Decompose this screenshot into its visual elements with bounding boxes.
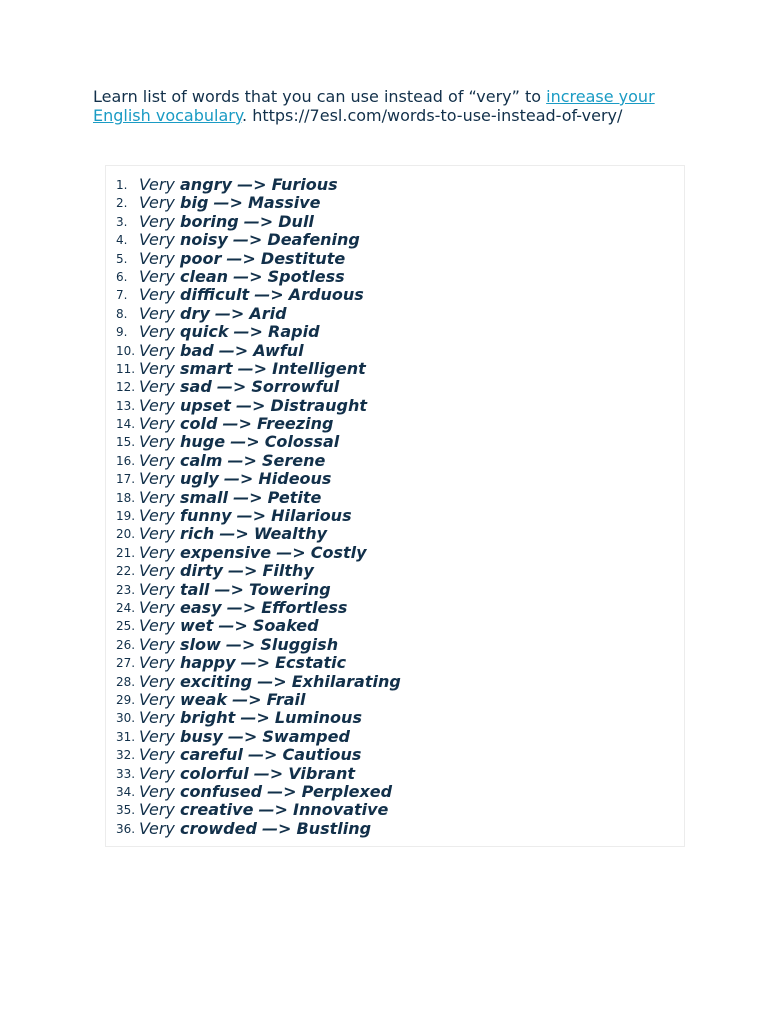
item-arrow: —> <box>219 524 249 544</box>
item-number: 36. <box>116 821 136 836</box>
item-number: 23. <box>116 582 136 597</box>
item-very: Very <box>139 303 175 323</box>
item-arrow: —> <box>226 597 257 617</box>
item-word: dirty <box>180 561 223 581</box>
item-very: Very <box>139 285 175 305</box>
item-word: bright <box>180 708 236 728</box>
item-synonym: Soaked <box>252 616 319 636</box>
item-very: Very <box>139 450 175 470</box>
item-synonym: Cautious <box>282 745 362 765</box>
item-word: bad <box>180 340 214 360</box>
item-arrow: —> <box>227 726 258 746</box>
item-very: Very <box>139 653 175 673</box>
item-arrow: —> <box>213 193 243 213</box>
item-text <box>139 599 347 617</box>
item-synonym: Colossal <box>264 432 340 452</box>
item-word: difficult <box>180 285 250 305</box>
item-word: small <box>180 487 228 507</box>
item-word: noisy <box>180 230 228 250</box>
item-very: Very <box>139 266 175 286</box>
item-synonym: Massive <box>247 193 321 213</box>
item-synonym: Arduous <box>288 285 364 305</box>
item-number: 13. <box>116 398 136 413</box>
item-synonym: Bustling <box>296 818 372 838</box>
item-arrow: —> <box>232 689 262 709</box>
item-word: huge <box>180 432 226 452</box>
item-number: 32. <box>116 748 136 763</box>
item-text <box>139 397 367 415</box>
item-arrow: —> <box>222 414 252 434</box>
item-word: easy <box>180 597 222 617</box>
item-word: wet <box>180 616 214 636</box>
item-synonym: Arid <box>249 303 287 323</box>
item-number: 14. <box>116 417 136 432</box>
item-word: boring <box>180 211 239 231</box>
item-arrow: —> <box>276 542 306 562</box>
item-word: crowded <box>180 818 257 838</box>
item-text <box>139 305 287 323</box>
item-text <box>139 636 338 654</box>
item-word: quick <box>180 322 229 342</box>
item-text <box>139 470 331 488</box>
item-text <box>139 562 314 580</box>
item-number: 1. <box>116 178 128 192</box>
item-very: Very <box>139 579 175 599</box>
item-text <box>139 654 346 672</box>
item-text <box>139 342 304 360</box>
item-synonym: Freezing <box>257 414 334 434</box>
item-synonym: Sluggish <box>260 634 339 654</box>
item-arrow: —> <box>214 579 244 599</box>
item-number: 30. <box>116 711 136 726</box>
item-synonym: Rapid <box>268 322 320 342</box>
item-synonym: Hilarious <box>271 506 352 526</box>
item-very: Very <box>139 469 175 489</box>
item-text <box>139 525 327 543</box>
item-word: cold <box>180 414 218 434</box>
item-arrow: —> <box>216 377 247 397</box>
item-very: Very <box>139 800 175 820</box>
item-number: 27. <box>116 656 136 671</box>
item-number: 31. <box>116 729 136 744</box>
item-text <box>139 673 401 691</box>
item-text <box>139 728 350 746</box>
item-text <box>139 544 367 562</box>
item-word: confused <box>180 781 263 801</box>
item-text <box>139 783 392 801</box>
item-number: 12. <box>116 380 136 395</box>
item-very: Very <box>139 175 175 194</box>
item-arrow: —> <box>218 616 248 636</box>
item-arrow: —> <box>223 469 254 489</box>
item-very: Very <box>139 322 175 342</box>
item-number: 9. <box>116 325 128 340</box>
item-number: 5. <box>116 251 128 266</box>
item-arrow: —> <box>230 432 260 452</box>
item-synonym: Dull <box>278 211 314 231</box>
item-text <box>139 194 321 212</box>
item-text <box>139 378 339 396</box>
item-word: ugly <box>180 469 219 489</box>
item-synonym: Costly <box>310 542 367 562</box>
item-arrow: —> <box>235 395 266 415</box>
item-synonym: Vibrant <box>288 763 356 783</box>
item-very: Very <box>139 616 175 636</box>
item-number: 26. <box>116 637 136 652</box>
item-synonym: Filthy <box>262 561 314 581</box>
item-very: Very <box>139 634 175 654</box>
word-list-box <box>105 165 685 847</box>
item-text <box>139 213 314 231</box>
item-synonym: Furious <box>271 175 338 194</box>
item-very: Very <box>139 542 175 562</box>
item-number: 2. <box>116 196 128 211</box>
item-synonym: Petite <box>267 487 322 507</box>
item-very: Very <box>139 358 175 378</box>
item-arrow: —> <box>226 248 256 268</box>
intro-paragraph <box>93 87 678 125</box>
item-very: Very <box>139 230 175 250</box>
item-text <box>139 691 306 709</box>
item-synonym: Hideous <box>258 469 332 489</box>
item-word: careful <box>180 745 243 765</box>
item-word: poor <box>180 248 222 268</box>
item-text <box>139 323 320 341</box>
item-synonym: Innovative <box>293 800 389 820</box>
item-synonym: Ecstatic <box>275 653 347 673</box>
item-very: Very <box>139 597 175 617</box>
vocabulary-link[interactable]: increase your English vocabulary <box>93 87 655 125</box>
item-synonym: Deafening <box>267 230 360 250</box>
item-very: Very <box>139 708 175 728</box>
item-arrow: —> <box>237 175 267 194</box>
item-text <box>139 286 364 304</box>
item-word: creative <box>180 800 254 820</box>
item-text <box>139 360 366 378</box>
item-text <box>139 176 338 194</box>
item-arrow: —> <box>225 634 256 654</box>
item-synonym: Luminous <box>274 708 362 728</box>
item-very: Very <box>139 506 175 526</box>
item-number: 8. <box>116 306 128 321</box>
item-very: Very <box>139 524 175 544</box>
item-word: smart <box>180 358 233 378</box>
item-number: 6. <box>116 269 128 284</box>
item-text <box>139 433 339 451</box>
item-word: angry <box>180 175 232 194</box>
item-text <box>139 709 362 727</box>
item-synonym: Distraught <box>270 395 367 415</box>
item-arrow: —> <box>233 322 263 342</box>
item-number: 24. <box>116 600 136 615</box>
item-number: 34. <box>116 784 136 799</box>
item-very: Very <box>139 248 175 268</box>
item-arrow: —> <box>254 285 284 305</box>
item-number: 22. <box>116 564 136 579</box>
item-very: Very <box>139 432 175 452</box>
item-synonym: Intelligent <box>272 358 366 378</box>
item-word: exciting <box>180 671 253 691</box>
item-text <box>139 231 360 249</box>
item-word: tall <box>180 579 210 599</box>
item-very: Very <box>139 211 175 231</box>
item-arrow: —> <box>253 763 284 783</box>
item-number: 15. <box>116 435 136 450</box>
item-text <box>139 415 333 433</box>
item-very: Very <box>139 745 175 765</box>
item-synonym: Spotless <box>267 266 345 286</box>
item-arrow: —> <box>240 708 270 728</box>
item-text <box>139 250 345 268</box>
item-number: 4. <box>116 233 128 248</box>
item-arrow: —> <box>214 303 245 323</box>
item-number: 19. <box>116 509 136 524</box>
item-arrow: —> <box>233 487 263 507</box>
item-word: colorful <box>180 763 249 783</box>
item-number: 35. <box>116 803 136 818</box>
item-synonym: Frail <box>266 689 306 709</box>
item-arrow: —> <box>233 266 263 286</box>
item-arrow: —> <box>236 506 267 526</box>
item-arrow: —> <box>247 745 278 765</box>
item-number: 25. <box>116 619 136 634</box>
item-number: 11. <box>116 361 136 376</box>
item-very: Very <box>139 414 175 434</box>
item-arrow: —> <box>267 781 297 801</box>
item-text <box>139 581 331 599</box>
item-text <box>139 617 319 635</box>
item-word: clean <box>180 266 229 286</box>
item-very: Very <box>139 340 175 360</box>
item-very: Very <box>139 689 175 709</box>
item-arrow: —> <box>232 230 263 250</box>
item-text <box>139 507 352 525</box>
item-very: Very <box>139 561 175 581</box>
item-synonym: Destitute <box>260 248 346 268</box>
item-number: 16. <box>116 453 136 468</box>
item-word: rich <box>180 524 215 544</box>
item-arrow: —> <box>257 671 287 691</box>
item-text <box>139 489 321 507</box>
item-word: sad <box>180 377 212 397</box>
item-number: 3. <box>116 214 128 229</box>
item-arrow: —> <box>243 211 274 231</box>
item-word: happy <box>180 653 236 673</box>
item-synonym: Serene <box>262 450 326 470</box>
item-very: Very <box>139 763 175 783</box>
item-arrow: —> <box>228 561 258 581</box>
item-synonym: Swamped <box>262 726 350 746</box>
item-text <box>139 268 345 286</box>
item-number: 20. <box>116 527 136 542</box>
item-text <box>139 801 388 819</box>
item-synonym: Effortless <box>261 597 348 617</box>
item-synonym: Sorrowful <box>251 377 340 397</box>
item-text <box>139 765 355 783</box>
item-number: 7. <box>116 288 128 303</box>
item-word: slow <box>180 634 221 654</box>
item-word: expensive <box>180 542 272 562</box>
item-number: 28. <box>116 674 136 689</box>
item-very: Very <box>139 671 175 691</box>
item-synonym: Towering <box>249 579 331 599</box>
item-number: 18. <box>116 490 136 505</box>
item-word: calm <box>180 450 223 470</box>
item-very: Very <box>139 726 175 746</box>
item-number: 21. <box>116 545 136 560</box>
item-word: busy <box>180 726 223 746</box>
item-very: Very <box>139 193 175 213</box>
item-synonym: Wealthy <box>253 524 328 544</box>
item-very: Very <box>139 781 175 801</box>
item-very: Very <box>139 395 175 415</box>
item-number: 33. <box>116 766 136 781</box>
item-word: weak <box>180 689 228 709</box>
item-arrow: —> <box>218 340 249 360</box>
item-text <box>139 820 371 838</box>
intro-url-text: . https://7esl.com/words-to-use-instead-of-very/ <box>242 106 623 125</box>
intro-text: Learn list of words that you can use instead of “very” to <box>93 87 547 106</box>
item-very: Very <box>139 377 175 397</box>
item-arrow: —> <box>227 450 257 470</box>
item-arrow: —> <box>258 800 288 820</box>
item-synonym: Awful <box>253 340 304 360</box>
item-number: 17. <box>116 472 136 487</box>
item-synonym: Exhilarating <box>291 671 401 691</box>
item-arrow: —> <box>237 358 268 378</box>
item-word: big <box>180 193 209 213</box>
item-synonym: Perplexed <box>301 781 393 801</box>
item-number: 29. <box>116 692 136 707</box>
item-word: upset <box>180 395 231 415</box>
item-text <box>139 746 361 764</box>
item-arrow: —> <box>262 818 292 838</box>
item-text <box>139 452 325 470</box>
item-number: 10. <box>116 343 136 358</box>
item-very: Very <box>139 487 175 507</box>
item-word: dry <box>180 303 210 323</box>
item-arrow: —> <box>240 653 271 673</box>
item-word: funny <box>180 506 232 526</box>
item-very: Very <box>139 818 175 838</box>
